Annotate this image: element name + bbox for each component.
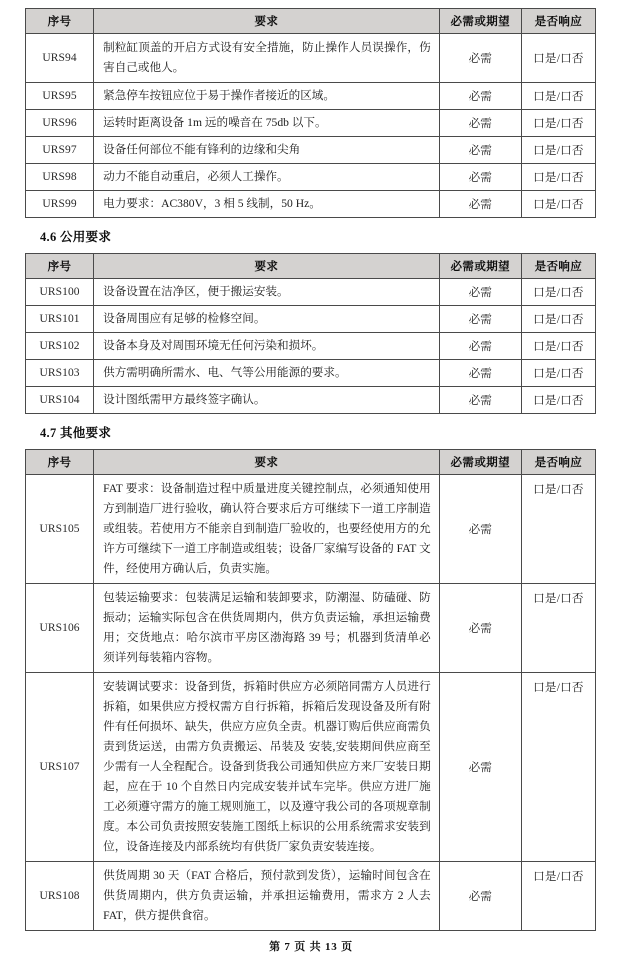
- cell-no: URS100: [26, 279, 94, 306]
- cell-response[interactable]: 口是/口否: [521, 279, 595, 306]
- section-heading-wrap-46: [0, 227, 622, 245]
- column-header-no: 序号: [26, 254, 94, 279]
- table-row: [26, 279, 596, 306]
- cell-no: URS94: [26, 34, 94, 83]
- table-row: [26, 191, 596, 218]
- table-header-row: [26, 254, 596, 279]
- table-row: [26, 306, 596, 333]
- cell-response[interactable]: 口是/口否: [521, 862, 595, 931]
- cell-no: URS105: [26, 475, 94, 584]
- cell-no: URS102: [26, 333, 94, 360]
- cell-must: 必需: [439, 333, 521, 360]
- cell-response[interactable]: 口是/口否: [521, 584, 595, 673]
- table-row: [26, 110, 596, 137]
- spacer: [0, 245, 622, 253]
- cell-response[interactable]: 口是/口否: [521, 306, 595, 333]
- cell-no: URS98: [26, 164, 94, 191]
- table-header-row: [26, 450, 596, 475]
- cell-must: 必需: [439, 279, 521, 306]
- table-row: [26, 673, 596, 862]
- requirements-table-utilities: [25, 253, 596, 414]
- section-heading-46: 4.6 公用要求: [40, 230, 112, 244]
- cell-no: URS108: [26, 862, 94, 931]
- cell-response[interactable]: 口是/口否: [521, 360, 595, 387]
- table-row: [26, 164, 596, 191]
- cell-requirement: 紧急停车按钮应位于易于操作者接近的区域。: [94, 83, 440, 110]
- table-row: [26, 83, 596, 110]
- cell-must: 必需: [439, 387, 521, 414]
- cell-requirement: 供货周期 30 天（FAT 合格后，预付款到发货），运输时间包含在供货周期内，供方负责运输，并承担运输费用，需求方 2 人去 FAT，供方提供食宿。: [94, 862, 440, 931]
- cell-response[interactable]: 口是/口否: [521, 333, 595, 360]
- cell-must: 必需: [439, 673, 521, 862]
- cell-requirement: FAT 要求：设备制造过程中质量进度关键控制点，必须通知使用方到制造厂进行验收，确认符合要求后方可继续下一道工序制造或组装。若使用方不能亲自到制造厂验收的，也要经使用方的允许方可继续下一道工序制造或组装；设备厂家编写设备的 FAT 文件，经使用方确认后，负责实施。: [94, 475, 440, 584]
- column-header-requirement: 要求: [94, 254, 440, 279]
- table-header-row: [26, 9, 596, 34]
- page-footer: 第 7 页 共 13 页: [269, 941, 353, 953]
- table-row: [26, 333, 596, 360]
- cell-requirement: 设备任何部位不能有锋利的边缘和尖角: [94, 137, 440, 164]
- cell-no: URS97: [26, 137, 94, 164]
- spacer: [0, 218, 622, 227]
- cell-requirement: 设备设置在洁净区，便于搬运安装。: [94, 279, 440, 306]
- cell-requirement: 运转时距离设备 1m 远的噪音在 75db 以下。: [94, 110, 440, 137]
- cell-requirement: 电力要求：AC380V，3 相 5 线制，50 Hz。: [94, 191, 440, 218]
- requirements-table-safety: [25, 8, 596, 218]
- cell-must: 必需: [439, 306, 521, 333]
- column-header-response: 是否响应: [521, 450, 595, 475]
- table-row: [26, 862, 596, 931]
- column-header-no: 序号: [26, 450, 94, 475]
- cell-response[interactable]: 口是/口否: [521, 110, 595, 137]
- cell-must: 必需: [439, 584, 521, 673]
- column-header-requirement: 要求: [94, 9, 440, 34]
- cell-no: URS107: [26, 673, 94, 862]
- column-header-must: 必需或期望: [439, 254, 521, 279]
- cell-requirement: 制粒缸顶盖的开启方式设有安全措施，防止操作人员误操作，伤害自己或他人。: [94, 34, 440, 83]
- cell-requirement: 设备周围应有足够的检修空间。: [94, 306, 440, 333]
- cell-response[interactable]: 口是/口否: [521, 164, 595, 191]
- cell-response[interactable]: 口是/口否: [521, 137, 595, 164]
- cell-must: 必需: [439, 475, 521, 584]
- column-header-must: 必需或期望: [439, 450, 521, 475]
- spacer-top: [0, 0, 622, 8]
- table-row: [26, 584, 596, 673]
- table-row: [26, 475, 596, 584]
- cell-no: URS101: [26, 306, 94, 333]
- cell-response[interactable]: 口是/口否: [521, 673, 595, 862]
- cell-requirement: 包装运输要求：包装满足运输和装卸要求，防潮湿、防磕碰、防振动；运输实际包含在供货周期内，供方负责运输，承担运输费用；交货地点：哈尔滨市平房区渤海路 39 号；机器到货清单必须详列每装箱内容物。: [94, 584, 440, 673]
- table-row: [26, 137, 596, 164]
- cell-must: 必需: [439, 360, 521, 387]
- cell-response[interactable]: 口是/口否: [521, 475, 595, 584]
- column-header-must: 必需或期望: [439, 9, 521, 34]
- cell-must: 必需: [439, 164, 521, 191]
- spacer: [0, 441, 622, 449]
- section-heading-wrap-47: [0, 423, 622, 441]
- cell-no: URS106: [26, 584, 94, 673]
- spacer: [0, 414, 622, 423]
- cell-must: 必需: [439, 83, 521, 110]
- cell-requirement: 安装调试要求：设备到货，拆箱时供应方必须陪同需方人员进行拆箱，如果供应方授权需方自行拆箱，拆箱后发现设备及所有附件有任何损坏、缺失，供应方应负全责。机器订购后供应商需负责到货运送，由需方负责搬运、吊装及 安装,安装期间供应商至少需有一人全程配合。设备到货我公司通知供应方来厂安装日期起，应在于 10 个自然日内完成安装并试车完毕。供应方进厂施工必须遵守需方的施工规则施工，以及遵守我公司的各项规章制度。本公司负责按照安装施工图纸上标识的公用系统需求安装到位，设备连接及内部系统均有供货厂家负责安装连接。: [94, 673, 440, 862]
- cell-requirement: 设备本身及对周围环境无任何污染和损坏。: [94, 333, 440, 360]
- section-heading-47: 4.7 其他要求: [40, 426, 112, 440]
- cell-requirement: 供方需明确所需水、电、气等公用能源的要求。: [94, 360, 440, 387]
- cell-must: 必需: [439, 191, 521, 218]
- table-row: [26, 34, 596, 83]
- cell-no: URS99: [26, 191, 94, 218]
- column-header-no: 序号: [26, 9, 94, 34]
- cell-requirement: 设计图纸需甲方最终签字确认。: [94, 387, 440, 414]
- cell-response[interactable]: 口是/口否: [521, 83, 595, 110]
- cell-must: 必需: [439, 137, 521, 164]
- requirements-table-other: [25, 449, 596, 931]
- cell-no: URS103: [26, 360, 94, 387]
- cell-must: 必需: [439, 34, 521, 83]
- cell-must: 必需: [439, 110, 521, 137]
- cell-no: URS104: [26, 387, 94, 414]
- table-row: [26, 360, 596, 387]
- cell-response[interactable]: 口是/口否: [521, 34, 595, 83]
- cell-response[interactable]: 口是/口否: [521, 387, 595, 414]
- cell-no: URS95: [26, 83, 94, 110]
- column-header-requirement: 要求: [94, 450, 440, 475]
- cell-requirement: 动力不能自动重启，必须人工操作。: [94, 164, 440, 191]
- column-header-response: 是否响应: [521, 254, 595, 279]
- cell-must: 必需: [439, 862, 521, 931]
- table-row: [26, 387, 596, 414]
- column-header-response: 是否响应: [521, 9, 595, 34]
- cell-response[interactable]: 口是/口否: [521, 191, 595, 218]
- cell-no: URS96: [26, 110, 94, 137]
